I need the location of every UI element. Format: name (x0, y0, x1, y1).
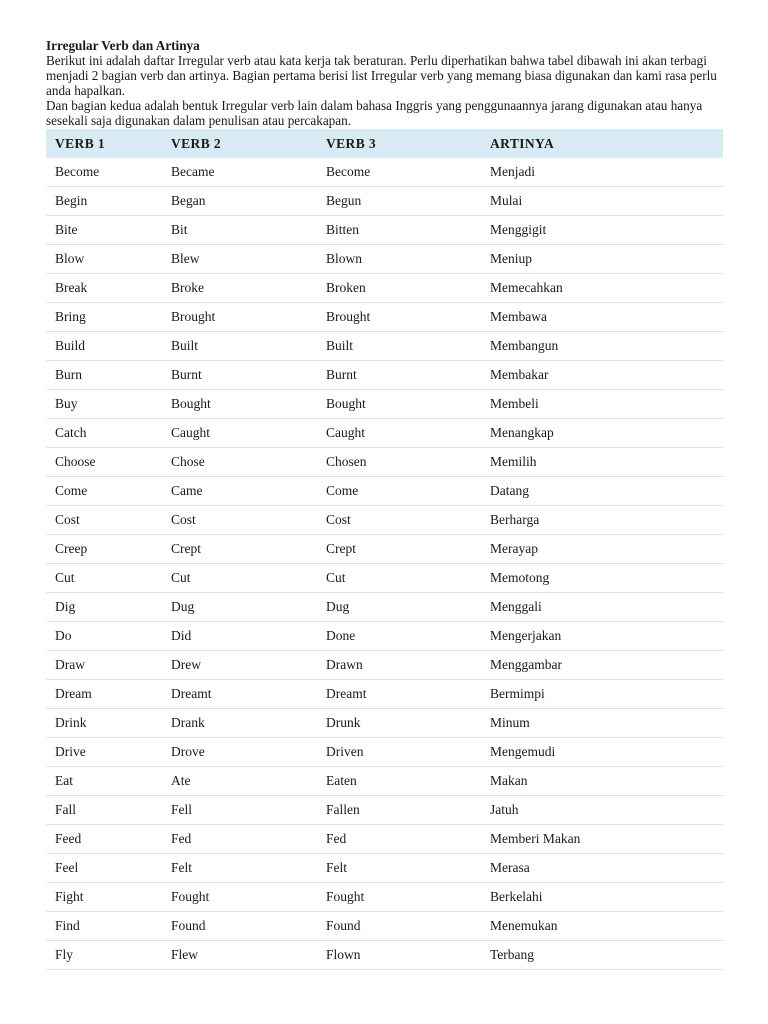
table-row (46, 912, 723, 941)
verb-3-cell: Eaten (317, 767, 481, 796)
column-header-verb-1: VERB 1 (46, 129, 162, 158)
artinya-cell: Merayap (481, 535, 723, 564)
verb-1-cell: Fight (46, 883, 162, 912)
table-row (46, 274, 723, 303)
artinya-cell: Menggali (481, 593, 723, 622)
verb-2-cell: Ate (162, 767, 317, 796)
artinya-cell: Menangkap (481, 419, 723, 448)
verb-2-cell: Built (162, 332, 317, 361)
table-row (46, 158, 723, 187)
table-row (46, 854, 723, 883)
intro-text (46, 53, 723, 128)
column-header-verb-3: VERB 3 (317, 129, 481, 158)
verb-2-cell: Caught (162, 419, 317, 448)
verb-3-cell: Caught (317, 419, 481, 448)
verb-2-cell: Dug (162, 593, 317, 622)
verb-2-cell: Blew (162, 245, 317, 274)
artinya-cell: Meniup (481, 245, 723, 274)
table-row (46, 245, 723, 274)
artinya-cell: Membangun (481, 332, 723, 361)
verb-2-cell: Drew (162, 651, 317, 680)
verb-1-cell: Cut (46, 564, 162, 593)
artinya-cell: Memotong (481, 564, 723, 593)
verb-3-cell: Bitten (317, 216, 481, 245)
table-row (46, 767, 723, 796)
column-header-artinya: ARTINYA (481, 129, 723, 158)
verb-3-cell: Drunk (317, 709, 481, 738)
artinya-cell: Datang (481, 477, 723, 506)
artinya-cell: Berkelahi (481, 883, 723, 912)
verb-3-cell: Dug (317, 593, 481, 622)
verb-2-cell: Fell (162, 796, 317, 825)
verb-3-cell: Done (317, 622, 481, 651)
verb-1-cell: Eat (46, 767, 162, 796)
table-row (46, 187, 723, 216)
verb-2-cell: Did (162, 622, 317, 651)
verb-2-cell: Bought (162, 390, 317, 419)
artinya-cell: Menemukan (481, 912, 723, 941)
table-row (46, 332, 723, 361)
verb-3-cell: Come (317, 477, 481, 506)
verb-2-cell: Crept (162, 535, 317, 564)
verb-1-cell: Fly (46, 941, 162, 970)
verb-3-cell: Broken (317, 274, 481, 303)
verb-1-cell: Fall (46, 796, 162, 825)
verb-2-cell: Chose (162, 448, 317, 477)
verb-2-cell: Drove (162, 738, 317, 767)
table-row (46, 709, 723, 738)
artinya-cell: Jatuh (481, 796, 723, 825)
table-row (46, 883, 723, 912)
verb-1-cell: Cost (46, 506, 162, 535)
verb-3-cell: Brought (317, 303, 481, 332)
table-row (46, 448, 723, 477)
table-header (46, 129, 723, 158)
verb-2-cell: Fought (162, 883, 317, 912)
verb-3-cell: Cost (317, 506, 481, 535)
intro-paragraph-2: Dan bagian kedua adalah bentuk Irregular verb lain dalam bahasa Inggris yang penggunaannya jarang digunakan atau hanya sesekali saja digunakan dalam penulisan atau percakapan. (46, 98, 703, 128)
table-row (46, 535, 723, 564)
verb-1-cell: Begin (46, 187, 162, 216)
verb-1-cell: Build (46, 332, 162, 361)
artinya-cell: Minum (481, 709, 723, 738)
table-row (46, 825, 723, 854)
verb-1-cell: Drink (46, 709, 162, 738)
table-row (46, 390, 723, 419)
verb-2-cell: Cut (162, 564, 317, 593)
verb-1-cell: Draw (46, 651, 162, 680)
artinya-cell: Bermimpi (481, 680, 723, 709)
table-row (46, 941, 723, 970)
verb-2-cell: Drank (162, 709, 317, 738)
document-title: Irregular Verb dan Artinya (46, 38, 200, 53)
verb-3-cell: Drawn (317, 651, 481, 680)
verb-3-cell: Become (317, 158, 481, 187)
artinya-cell: Memberi Makan (481, 825, 723, 854)
verb-3-cell: Crept (317, 535, 481, 564)
verb-3-cell: Bought (317, 390, 481, 419)
table-row (46, 419, 723, 448)
artinya-cell: Membakar (481, 361, 723, 390)
table-row (46, 303, 723, 332)
verb-2-cell: Found (162, 912, 317, 941)
artinya-cell: Membawa (481, 303, 723, 332)
verb-2-cell: Brought (162, 303, 317, 332)
verb-3-cell: Driven (317, 738, 481, 767)
verb-1-cell: Become (46, 158, 162, 187)
verb-2-cell: Fed (162, 825, 317, 854)
artinya-cell: Merasa (481, 854, 723, 883)
verb-1-cell: Choose (46, 448, 162, 477)
artinya-cell: Memecahkan (481, 274, 723, 303)
table-row (46, 738, 723, 767)
verb-1-cell: Dig (46, 593, 162, 622)
verb-2-cell: Burnt (162, 361, 317, 390)
verb-2-cell: Felt (162, 854, 317, 883)
verb-3-cell: Fallen (317, 796, 481, 825)
verb-3-cell: Dreamt (317, 680, 481, 709)
artinya-cell: Menjadi (481, 158, 723, 187)
table-row (46, 361, 723, 390)
table-row (46, 651, 723, 680)
verb-1-cell: Feed (46, 825, 162, 854)
verb-2-cell: Dreamt (162, 680, 317, 709)
verb-1-cell: Bring (46, 303, 162, 332)
table-row (46, 216, 723, 245)
table-row (46, 564, 723, 593)
document-page (46, 38, 723, 970)
verb-3-cell: Flown (317, 941, 481, 970)
verb-3-cell: Blown (317, 245, 481, 274)
table-row (46, 593, 723, 622)
artinya-cell: Menggambar (481, 651, 723, 680)
verb-1-cell: Burn (46, 361, 162, 390)
verb-2-cell: Began (162, 187, 317, 216)
artinya-cell: Mengemudi (481, 738, 723, 767)
verb-2-cell: Became (162, 158, 317, 187)
artinya-cell: Berharga (481, 506, 723, 535)
table-header-row (46, 129, 723, 158)
verb-1-cell: Bite (46, 216, 162, 245)
column-header-verb-2: VERB 2 (162, 129, 317, 158)
intro-paragraph-1: Berikut ini adalah daftar Irregular verb atau kata kerja tak beraturan. Perlu diperhatikan bahwa tabel dibawah ini akan terbagi menjadi 2 bagian verb dan artinya. Bagian pertama berisi list Irregular verb yang memang biasa digunakan dan kami rasa perlu anda hapalkan. (46, 53, 717, 98)
verb-1-cell: Do (46, 622, 162, 651)
verb-1-cell: Break (46, 274, 162, 303)
artinya-cell: Makan (481, 767, 723, 796)
verb-2-cell: Bit (162, 216, 317, 245)
verb-1-cell: Catch (46, 419, 162, 448)
table-body (46, 158, 723, 970)
verb-2-cell: Flew (162, 941, 317, 970)
artinya-cell: Memilih (481, 448, 723, 477)
verb-3-cell: Burnt (317, 361, 481, 390)
artinya-cell: Mulai (481, 187, 723, 216)
table-row (46, 680, 723, 709)
verb-3-cell: Cut (317, 564, 481, 593)
table-row (46, 796, 723, 825)
verb-2-cell: Came (162, 477, 317, 506)
verb-3-cell: Fought (317, 883, 481, 912)
verb-3-cell: Built (317, 332, 481, 361)
verb-3-cell: Felt (317, 854, 481, 883)
verb-2-cell: Broke (162, 274, 317, 303)
verb-1-cell: Drive (46, 738, 162, 767)
verb-1-cell: Feel (46, 854, 162, 883)
verb-1-cell: Buy (46, 390, 162, 419)
verb-3-cell: Found (317, 912, 481, 941)
artinya-cell: Menggigit (481, 216, 723, 245)
verb-3-cell: Fed (317, 825, 481, 854)
verb-1-cell: Come (46, 477, 162, 506)
artinya-cell: Mengerjakan (481, 622, 723, 651)
verb-3-cell: Chosen (317, 448, 481, 477)
verb-2-cell: Cost (162, 506, 317, 535)
table-row (46, 506, 723, 535)
verb-1-cell: Find (46, 912, 162, 941)
artinya-cell: Membeli (481, 390, 723, 419)
irregular-verb-table (46, 129, 723, 970)
artinya-cell: Terbang (481, 941, 723, 970)
table-row (46, 477, 723, 506)
verb-1-cell: Dream (46, 680, 162, 709)
verb-1-cell: Blow (46, 245, 162, 274)
verb-1-cell: Creep (46, 535, 162, 564)
table-row (46, 622, 723, 651)
verb-3-cell: Begun (317, 187, 481, 216)
